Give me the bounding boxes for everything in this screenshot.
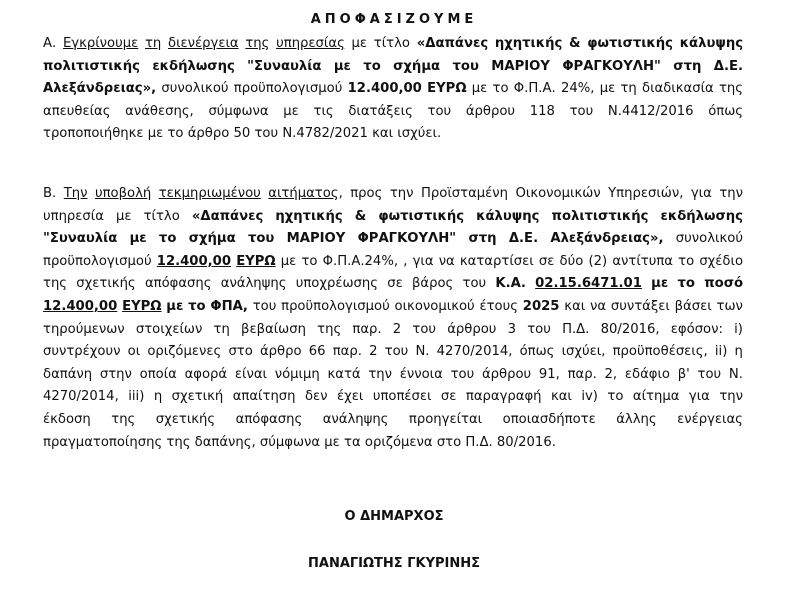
- text-run: με: [324, 434, 340, 450]
- bold-text: ΦΠΑ,: [210, 298, 248, 314]
- text-run: οριζόμενα: [364, 434, 433, 450]
- text-line: [43, 56, 743, 79]
- text-run: i): [734, 321, 743, 337]
- text-run: 24%,: [560, 81, 595, 97]
- text-run: παρ.: [352, 321, 382, 337]
- text-run: στην: [99, 366, 132, 382]
- bold-text: "Συναυλία: [247, 58, 322, 74]
- text-run: με: [471, 81, 488, 97]
- bold-text: ΜΑΡΙΟΥ: [286, 231, 346, 247]
- text-run: καταρτίσει: [459, 253, 534, 269]
- underlined-text: 12.400,00: [43, 298, 118, 314]
- bold-text: &: [354, 208, 367, 224]
- text-run: για: [690, 186, 712, 201]
- text-run: του: [450, 366, 475, 382]
- text-run: κατά: [327, 366, 361, 382]
- text-run: τις: [313, 103, 334, 119]
- text-run: της: [111, 411, 136, 427]
- bold-text: στη: [673, 58, 702, 74]
- text-run: σε: [440, 389, 457, 405]
- paragraph-b: [43, 183, 743, 454]
- text-run: ανάθεσης,: [125, 103, 194, 119]
- text-run: συντάξει: [610, 298, 670, 314]
- text-run: ισχύει,: [561, 344, 606, 360]
- text-run: 50: [233, 126, 251, 142]
- text-run: τα: [344, 434, 361, 450]
- text-run: με: [351, 36, 368, 51]
- text-line: [43, 341, 743, 364]
- text-run: βάρος: [411, 276, 454, 292]
- text-run: το: [167, 126, 184, 142]
- bold-text: Κ.Α.: [495, 276, 526, 292]
- bold-text: με: [333, 58, 351, 74]
- text-run: προηγείται: [408, 411, 483, 427]
- text-run: άρθρου: [465, 103, 516, 119]
- text-run: τηρούμενων: [43, 321, 125, 337]
- text-run: να: [590, 298, 607, 314]
- text-run: απαίτηση: [232, 389, 296, 405]
- text-run: όπως: [519, 344, 555, 360]
- text-run: iv): [581, 389, 598, 405]
- bold-text: φωτιστικής: [587, 36, 673, 51]
- text-run: το: [678, 253, 695, 269]
- text-run: δεν: [304, 389, 328, 405]
- signature-name: ΠΑΝΑΓΙΩΤΗΣ ΓΚΥΡΙΝΗΣ: [308, 556, 480, 571]
- text-run: του: [527, 321, 551, 337]
- text-run: και: [564, 298, 586, 314]
- text-run: συνολικού: [161, 81, 229, 97]
- text-run: ,: [403, 253, 408, 269]
- text-run: Π.Δ.: [465, 434, 493, 450]
- text-run: των: [716, 298, 743, 314]
- text-run: όπως: [708, 103, 743, 119]
- underlined-text: τεκμηριωμένου: [158, 186, 261, 201]
- text-run: τροποποιήθηκε: [43, 126, 144, 142]
- bold-text: το: [158, 231, 177, 247]
- text-run: του: [252, 298, 277, 314]
- text-run: 2: [392, 321, 402, 337]
- text-run: 91,: [538, 366, 560, 382]
- text-line: [43, 251, 743, 274]
- text-run: και: [372, 126, 394, 142]
- text-run: ανάληψης: [322, 411, 389, 427]
- text-run: παρ.: [332, 344, 362, 360]
- text-run: iii): [128, 389, 145, 405]
- text-run: με: [283, 103, 299, 119]
- bold-text: του: [247, 231, 275, 247]
- text-run: σε: [538, 253, 555, 269]
- text-run: οι: [127, 344, 141, 360]
- text-line: [43, 364, 743, 387]
- bold-text: ΜΑΡΙΟΥ: [491, 58, 550, 74]
- bold-text: 12.400,00: [347, 81, 422, 97]
- bold-text: Δ.Ε.: [713, 58, 743, 74]
- text-run: έτους: [479, 298, 518, 314]
- bold-text: "Συναυλία: [43, 231, 118, 247]
- text-run: συνολικού: [675, 231, 743, 247]
- text-line: [43, 228, 743, 251]
- text-line: [43, 101, 743, 124]
- text-run: η: [734, 344, 743, 360]
- text-run: Υπηρεσιών,: [608, 186, 684, 201]
- text-run: στο: [228, 344, 253, 360]
- underlined-text: υποβολή: [94, 186, 152, 201]
- text-run: 80/2016,: [600, 321, 660, 337]
- bold-text: Δ.Ε.: [508, 231, 539, 247]
- text-run: άρθρο: [259, 344, 302, 360]
- bold-text: κάλυψης: [679, 36, 744, 51]
- underlined-text: 02.15.6471.01: [535, 276, 642, 292]
- text-run: την: [389, 186, 414, 201]
- text-run: β': [677, 366, 690, 382]
- text-run: προϋπολογισμού: [43, 253, 152, 269]
- bold-text: φωτιστικής: [378, 208, 465, 224]
- text-run: του: [412, 321, 437, 337]
- text-run: αίτημα: [632, 389, 680, 405]
- underlined-text: ΕΥΡΩ: [236, 253, 276, 269]
- text-line: [43, 386, 743, 409]
- text-run: 4270/2014,: [436, 344, 513, 360]
- bold-text: με: [166, 298, 184, 314]
- text-run: βεβαίωση: [241, 321, 306, 337]
- bold-text: σχήμα: [393, 58, 441, 74]
- text-run: τη: [213, 321, 230, 337]
- text-run: υποχρέωσης: [295, 276, 378, 292]
- text-run: βάσει: [674, 298, 712, 314]
- text-run: παραγραφή: [465, 389, 542, 405]
- text-line: [43, 432, 743, 455]
- text-run: τη: [620, 81, 637, 97]
- text-run: σύμφωνα: [259, 434, 321, 450]
- text-run: τίτλο: [143, 208, 180, 224]
- text-run: Ν.4782/2021: [282, 126, 368, 142]
- text-run: Ν.: [728, 366, 743, 382]
- signature-title: Ο ΔΗΜΑΡΧΟΣ: [344, 509, 444, 524]
- text-run: 118: [529, 103, 555, 119]
- text-run: να: [438, 253, 455, 269]
- bold-text: ποσό: [704, 276, 744, 292]
- text-run: έννοια: [399, 366, 443, 382]
- underlined-text: διενέργεια: [168, 36, 239, 51]
- bold-text: πολιτιστικής: [43, 58, 140, 74]
- text-run: 66: [308, 344, 326, 360]
- text-run: της: [166, 434, 191, 450]
- text-run: έχει: [337, 389, 364, 405]
- bold-text: «Δαπάνες: [416, 36, 489, 51]
- underlined-text: αιτήματος: [268, 186, 339, 201]
- text-run: για: [688, 389, 710, 405]
- text-line: [43, 409, 743, 432]
- text-run: απόφασης: [144, 276, 212, 292]
- text-run: σύμφωνα: [208, 103, 269, 119]
- text-run: με: [147, 126, 164, 142]
- bold-text: ΦΡΑΓΚΟΥΛΗ": [562, 58, 661, 74]
- bold-text: το: [363, 58, 381, 74]
- bold-text: με: [129, 231, 147, 247]
- text-run: του: [384, 344, 409, 360]
- text-run: το: [607, 389, 624, 405]
- text-run: σε: [387, 276, 403, 292]
- text-run: άρθρο: [187, 126, 230, 142]
- text-run: προϋπολογισμού: [281, 298, 390, 314]
- text-run: ισχύει.: [397, 126, 442, 142]
- text-line: [43, 123, 743, 146]
- text-run: Ν.4412/2016: [607, 103, 694, 119]
- text-line: [43, 183, 743, 206]
- text-run: στοιχείων: [135, 321, 203, 337]
- text-run: έκδοση: [43, 411, 91, 427]
- text-run: την: [719, 186, 743, 201]
- text-run: σχετικής: [155, 411, 216, 427]
- text-run: ενέργειας: [677, 411, 743, 427]
- text-run: την: [368, 366, 393, 382]
- text-line: [43, 273, 743, 296]
- text-run: η: [153, 389, 163, 405]
- text-run: οριζόμενες: [147, 344, 222, 360]
- text-run: με: [280, 253, 297, 269]
- text-run: προϋποθέσεις,: [612, 344, 708, 360]
- text-run: άλλης: [616, 411, 657, 427]
- underlined-text: της: [245, 36, 270, 51]
- underlined-text: 12.400,00: [156, 253, 232, 269]
- paragraph-a: [43, 33, 743, 146]
- text-run: εδάφιο: [624, 366, 670, 382]
- text-run: Φ.Π.Α.24%,: [322, 253, 399, 269]
- bold-text: το: [677, 276, 695, 292]
- text-run: σχετικής: [76, 276, 136, 292]
- text-line: [43, 319, 743, 342]
- text-run: 4270/2014,: [43, 389, 119, 405]
- bold-text: με: [651, 276, 669, 292]
- decision-heading: ΑΠΟΦΑΣΙΖΟΥΜΕ: [310, 12, 478, 27]
- text-run: πραγματοποίησης: [43, 434, 163, 450]
- text-run: ii): [714, 344, 728, 360]
- text-run: ,: [338, 186, 343, 201]
- bold-text: ηχητικής: [494, 36, 563, 51]
- text-line: [43, 206, 743, 229]
- text-run: αφορά: [184, 366, 228, 382]
- bold-text: κάλυψης: [476, 208, 540, 224]
- text-run: Οικονομικών: [515, 186, 601, 201]
- text-run: και: [550, 389, 572, 405]
- underlined-text: υπηρεσίας: [276, 36, 345, 51]
- bold-text: ΦΡΑΓΚΟΥΛΗ": [357, 231, 457, 247]
- text-run: 3: [507, 321, 517, 337]
- bold-text: εκδήλωσης: [152, 58, 235, 74]
- text-run: Α.: [43, 36, 57, 51]
- text-run: διαδικασία: [642, 81, 714, 97]
- text-run: είναι: [234, 366, 267, 382]
- text-run: την: [719, 389, 743, 405]
- bold-text: Αλεξάνδρειας»,: [43, 81, 157, 97]
- text-run: οποία: [139, 366, 177, 382]
- text-line: [43, 296, 743, 319]
- bold-text: Αλεξάνδρειας»,: [550, 231, 664, 247]
- text-run: άρθρου: [447, 321, 497, 337]
- text-run: αντίτυπα: [612, 253, 673, 269]
- text-run: υπηρεσία: [43, 208, 104, 224]
- text-run: (2): [588, 253, 608, 269]
- text-run: δύο: [559, 253, 584, 269]
- text-run: του: [254, 126, 279, 142]
- text-run: του: [462, 276, 487, 292]
- bold-text: &: [569, 36, 581, 51]
- bold-text: σχήμα: [188, 231, 236, 247]
- text-run: δαπάνη: [43, 366, 93, 382]
- text-run: της: [718, 81, 744, 97]
- text-line: [43, 33, 743, 56]
- text-run: με: [599, 81, 616, 97]
- text-run: Φ.Π.Α.: [513, 81, 556, 97]
- text-run: για: [412, 253, 434, 269]
- bold-text: ηχητικής: [275, 208, 343, 224]
- text-line: [43, 78, 743, 101]
- text-run: του: [569, 103, 594, 119]
- text-run: υποπέσει: [372, 389, 432, 405]
- bold-text: πολιτιστικής: [551, 208, 649, 224]
- bold-text: του: [452, 58, 479, 74]
- text-run: οποιασδήποτε: [502, 411, 596, 427]
- text-run: συντρέχουν: [43, 344, 121, 360]
- bold-text: 2025: [522, 298, 560, 314]
- text-run: απευθείας: [43, 103, 111, 119]
- text-run: δαπάνης,: [194, 434, 256, 450]
- bold-text: εκδήλωσης: [660, 208, 743, 224]
- text-run: 2,: [604, 366, 618, 382]
- text-run: Προϊσταμένη: [420, 186, 509, 201]
- text-run: σχέδιο: [699, 253, 744, 269]
- text-run: Π.Δ.: [562, 321, 590, 337]
- text-run: απόφασης: [235, 411, 303, 427]
- text-run: το: [492, 81, 509, 97]
- text-run: άρθρου: [481, 366, 532, 382]
- text-run: προς: [350, 186, 383, 201]
- text-run: παρ.: [567, 366, 597, 382]
- bold-text: το: [188, 298, 206, 314]
- text-run: Ν.: [415, 344, 430, 360]
- text-run: στο: [436, 434, 462, 450]
- underlined-text: ΕΥΡΩ: [122, 298, 162, 314]
- text-run: 2: [369, 344, 378, 360]
- bold-text: «Δαπάνες: [191, 208, 264, 224]
- text-run: της: [43, 276, 68, 292]
- text-run: ανάληψης: [220, 276, 287, 292]
- underlined-text: Την: [63, 186, 88, 201]
- text-run: εφόσον:: [670, 321, 723, 337]
- text-run: προϋπολογισμού: [233, 81, 343, 97]
- bold-text: στη: [468, 231, 497, 247]
- text-run: τίτλο: [373, 36, 410, 51]
- text-run: νόμιμη: [274, 366, 320, 382]
- text-run: Β.: [43, 186, 57, 201]
- underlined-text: Εγκρίνουμε: [62, 36, 139, 51]
- text-run: με: [116, 208, 132, 224]
- text-run: της: [317, 321, 342, 337]
- bold-text: ΕΥΡΩ: [427, 81, 467, 97]
- text-run: 80/2016.: [496, 434, 556, 450]
- underlined-text: τη: [144, 36, 162, 51]
- text-run: το: [301, 253, 318, 269]
- text-run: σχετική: [171, 389, 224, 405]
- text-run: του: [697, 366, 722, 382]
- text-run: οικονομικού: [394, 298, 475, 314]
- text-run: του: [427, 103, 452, 119]
- text-run: διατάξεις: [348, 103, 413, 119]
